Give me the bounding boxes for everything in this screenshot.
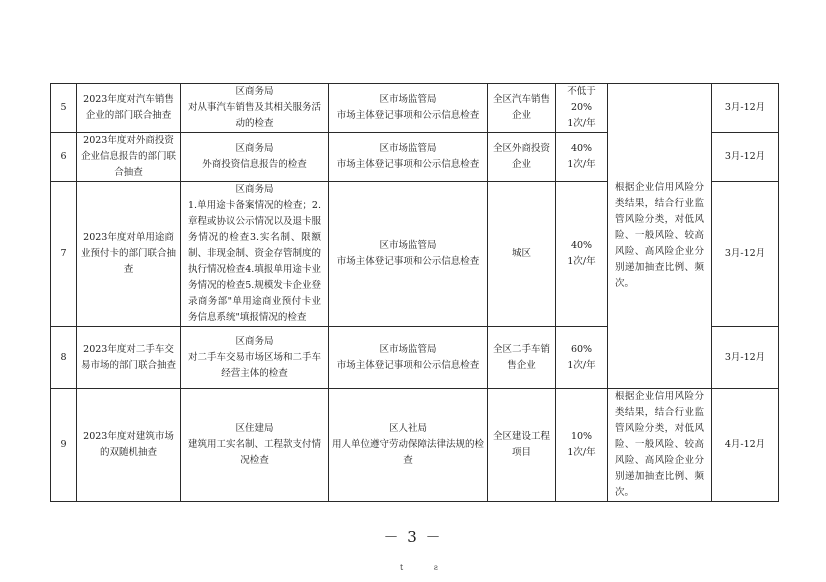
frequency: 1次/年 <box>567 118 596 129</box>
task-name: 2023年度对外商投资企业信息报告的部门联合抽查 <box>77 133 181 182</box>
scope: 全区外商投资企业 <box>488 133 556 182</box>
footer-mark: ƨ <box>433 563 438 572</box>
basis-cell <box>608 389 712 502</box>
lead-dept-cell <box>181 133 329 182</box>
lead-dept: 区商务局 <box>235 143 274 154</box>
ratio-cell <box>556 84 608 133</box>
ratio: 10% <box>570 431 593 442</box>
joint-dept: 区市场监管局 <box>379 343 437 355</box>
task-name: 2023年度对二手车交易市场的部门联合抽查 <box>77 327 181 389</box>
joint-dept-cell <box>329 389 488 502</box>
ratio: 40% <box>570 240 593 251</box>
lead-items: 建筑用工实名制、工程款支付情况检查 <box>187 439 321 466</box>
joint-dept: 区人社局 <box>388 423 427 434</box>
time-range: 4月-12月 <box>712 389 779 502</box>
joint-items: 市场主体登记事项和公示信息检查 <box>336 110 480 121</box>
footer-mark: t <box>400 563 404 572</box>
scope: 城区 <box>488 182 556 327</box>
joint-dept: 区市场监管局 <box>379 240 437 251</box>
time-range: 3月-12月 <box>712 84 779 133</box>
frequency: 1次/年 <box>567 359 596 371</box>
joint-dept-cell <box>329 84 488 133</box>
basis-cell <box>608 84 712 389</box>
ratio-cell <box>556 182 608 327</box>
task-name: 2023年度对单用途商业预付卡的部门联合抽查 <box>77 182 181 327</box>
frequency: 1次/年 <box>567 159 596 170</box>
lead-dept: 区商务局 <box>235 86 274 97</box>
task-name: 2023年度对汽车销售企业的部门联合抽查 <box>77 84 181 133</box>
table-row <box>51 84 779 133</box>
lead-dept-cell <box>181 84 329 133</box>
lead-dept-cell <box>181 389 329 502</box>
scope: 全区汽车销售企业 <box>488 84 556 133</box>
inspection-plan-table <box>50 83 779 502</box>
lead-items: 1.单用途卡备案情况的检查；2.章程或协议公示情况以及退卡服务情况的检查3.实名制、限额制、非现金制、资金存管制度的执行情况检查4.填报单用途卡业务情况的检查5.规模发卡企业登录商务部"单用途商业预付卡业务信息系统"填报情况的检查 <box>188 200 322 323</box>
lead-dept: 区住建局 <box>235 423 274 434</box>
joint-items: 市场主体登记事项和公示信息检查 <box>336 359 480 371</box>
scope: 全区二手车销售企业 <box>488 327 556 389</box>
ratio-cell <box>556 389 608 502</box>
joint-dept-cell <box>329 133 488 182</box>
lead-items: 外商投资信息报告的检查 <box>202 159 307 170</box>
page-number: － 3 － <box>383 528 443 546</box>
lead-dept-cell <box>181 327 329 389</box>
joint-dept: 区市场监管局 <box>379 94 437 105</box>
lead-dept: 区商务局 <box>235 184 274 195</box>
row-number: 5 <box>51 84 77 133</box>
basis-text: 根据企业信用风险分类结果，结合行业监管风险分类，对低风险、一般风险、较高风险、高风险企业分别递加抽查比例、频次。 <box>615 182 704 289</box>
ratio-cell <box>556 133 608 182</box>
joint-items: 市场主体登记事项和公示信息检查 <box>336 159 480 170</box>
task-name: 2023年度对建筑市场的双随机抽查 <box>77 389 181 502</box>
ratio: 不低于20% <box>567 86 596 113</box>
time-range: 3月-12月 <box>712 133 779 182</box>
frequency: 1次/年 <box>567 447 596 458</box>
lead-dept-cell <box>181 182 329 327</box>
lead-dept: 区商务局 <box>235 335 274 347</box>
ratio-cell <box>556 327 608 389</box>
joint-dept-cell <box>329 182 488 327</box>
time-range: 3月-12月 <box>712 327 779 389</box>
footer-marks <box>400 563 466 572</box>
row-number: 9 <box>51 389 77 502</box>
ratio: 60% <box>570 343 593 355</box>
frequency: 1次/年 <box>567 256 596 267</box>
basis-text: 根据企业信用风险分类结果，结合行业监管风险分类，对低风险、一般风险、较高风险、高风险企业分别递加抽查比例、频次。 <box>615 391 704 498</box>
row-number: 7 <box>51 182 77 327</box>
joint-dept-cell <box>329 327 488 389</box>
scope: 全区建设工程项目 <box>488 389 556 502</box>
row-number: 8 <box>51 327 77 389</box>
joint-items: 市场主体登记事项和公示信息检查 <box>336 256 480 267</box>
table-row <box>51 389 779 502</box>
lead-items: 对从事汽车销售及其相关服务活动的检查 <box>187 102 321 129</box>
time-range: 3月-12月 <box>712 182 779 327</box>
ratio: 40% <box>570 143 593 154</box>
joint-items: 用人单位遵守劳动保障法律法规的检查 <box>332 439 485 466</box>
lead-items: 对二手车交易市场区场和二手车经营主体的检查 <box>187 351 321 379</box>
row-number: 6 <box>51 133 77 182</box>
joint-dept: 区市场监管局 <box>379 143 437 154</box>
